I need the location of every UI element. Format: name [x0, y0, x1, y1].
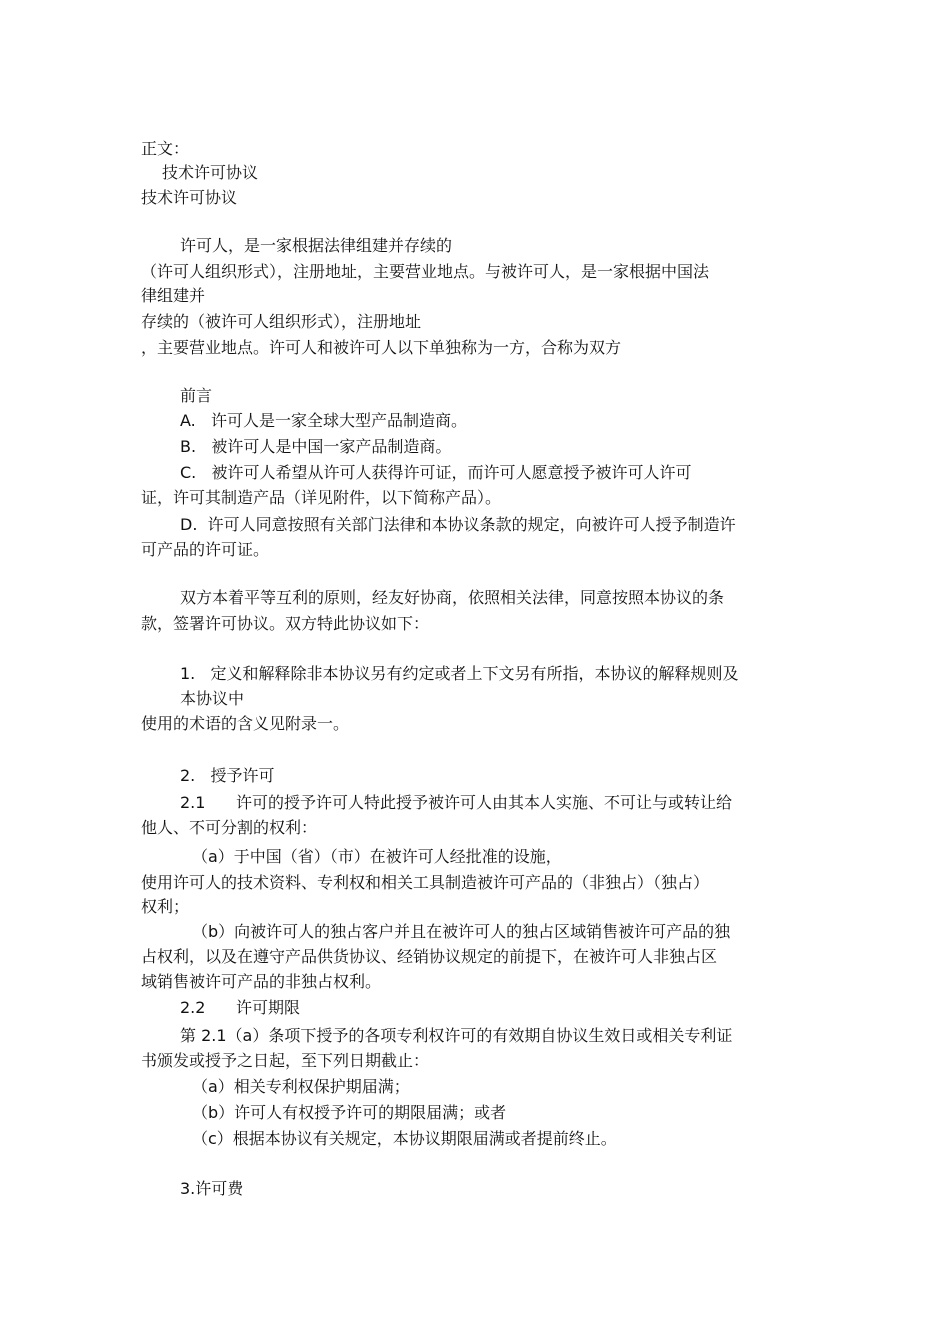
section2-line: 第 2.1（a）条项下授予的各项专利权许可的有效期自协议生效日或相关专利证 — [180, 1026, 733, 1045]
section2-line: 他人、不可分割的权利： — [141, 818, 318, 837]
parties-line: ，主要营业地点。许可人和被许可人以下单独称为一方，合称为双方 — [141, 338, 622, 357]
section2-line: 权利； — [141, 897, 190, 916]
parties-line: 许可人，是一家根据法律组建并存续的 — [180, 236, 453, 255]
parties-line: 律组建并 — [141, 286, 206, 305]
section1-line: 使用的术语的含义见附录一。 — [141, 714, 350, 733]
section2-line: 书颁发或授予之日起，至下列日期截止： — [141, 1051, 430, 1070]
section2-line: 域销售被许可产品的非独占权利。 — [141, 972, 382, 991]
section1-line: 本协议中 — [180, 689, 245, 708]
preamble-line: C. 被许可人希望从许可人获得许可证，而许可人愿意授予被许可人许可 — [180, 463, 692, 482]
preamble-line: A. 许可人是一家全球大型产品制造商。 — [180, 411, 468, 430]
section2-title: 2. 授予许可 — [180, 766, 275, 785]
section2-line: （a）相关专利权保护期届满； — [192, 1077, 410, 1096]
section3-title: 3.许可费 — [180, 1179, 244, 1198]
title-indented: 技术许可协议 — [162, 163, 259, 182]
section2-line: （c）根据本协议有关规定，本协议期限届满或者提前终止。 — [192, 1129, 617, 1148]
preamble-line: B. 被许可人是中国一家产品制造商。 — [180, 437, 452, 456]
preamble-line: 可产品的许可证。 — [141, 540, 270, 559]
section2-line: （b）许可人有权授予许可的期限届满；或者 — [192, 1103, 507, 1122]
section2-line: 使用许可人的技术资料、专利权和相关工具制造被许可产品的（非独占）（独占） — [141, 873, 710, 892]
agreement-line: 双方本着平等互利的原则，经友好协商，依照相关法律，同意按照本协议的条 — [180, 588, 725, 607]
section2-line: （b）向被许可人的独占客户并且在被许可人的独占区域销售被许可产品的独 — [192, 922, 731, 941]
parties-line: （许可人组织形式），注册地址，主要营业地点。与被许可人，是一家根据中国法 — [141, 262, 710, 281]
section1-line: 1. 定义和解释除非本协议另有约定或者上下文另有所指，本协议的解释规则及 — [180, 664, 739, 683]
agreement-line: 款，签署许可协议。双方特此协议如下： — [141, 614, 430, 633]
document-title: 技术许可协议 — [141, 188, 238, 207]
preamble-line: D. 许可人同意按照有关部门法律和本协议条款的规定，向被许可人授予制造许 — [180, 515, 736, 534]
section2-line: （a）于中国（省）（市）在被许可人经批准的设施， — [192, 847, 562, 866]
section2-line: 2.2 许可期限 — [180, 998, 300, 1017]
preamble-title: 前言 — [180, 386, 213, 405]
heading-label: 正文： — [141, 139, 190, 158]
parties-line: 存续的（被许可人组织形式），注册地址 — [141, 312, 422, 331]
section2-line: 2.1 许可的授予许可人特此授予被许可人由其本人实施、不可让与或转让给 — [180, 793, 732, 812]
section2-line: 占权利，以及在遵守产品供货协议、经销协议规定的前提下，在被许可人非独占区 — [141, 947, 718, 966]
preamble-line: 证，许可其制造产品（详见附件，以下简称产品）。 — [141, 488, 502, 507]
